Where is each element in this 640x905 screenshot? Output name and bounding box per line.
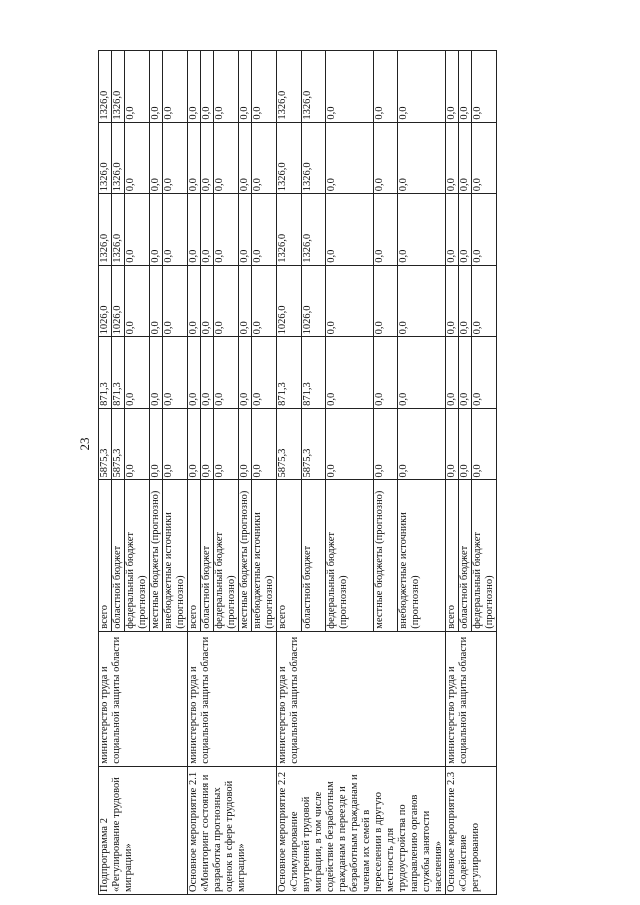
amount-cell: 0,0 (398, 122, 446, 194)
funding-source-cell: федеральный бюджет (прогнозно) (472, 480, 497, 631)
amount-cell: 5875,3 (301, 408, 326, 480)
amount-cell: 0,0 (459, 122, 472, 194)
amount-cell: 0,0 (446, 51, 459, 123)
amount-cell: 0,0 (373, 408, 398, 480)
amount-cell: 1026,0 (99, 265, 112, 337)
executor-cell: министерство труда и социальной защиты области (277, 631, 446, 766)
amount-cell: 0,0 (214, 122, 239, 194)
amount-cell: 0,0 (446, 194, 459, 266)
amount-cell: 0,0 (239, 194, 252, 266)
amount-cell: 0,0 (163, 265, 188, 337)
funding-source-cell: внебюджетные источники (прогнозно) (252, 480, 277, 631)
amount-cell: 0,0 (188, 194, 201, 266)
amount-cell: 5875,3 (99, 408, 112, 480)
amount-cell: 0,0 (446, 408, 459, 480)
measure-name-cell: Основное мероприятие 2.1 «Мониторинг состояния и разработка прогнозных оценок в сфере трудовой миграции» (188, 766, 277, 894)
page-number: 23 (77, 437, 92, 451)
amount-cell: 0,0 (326, 194, 373, 266)
amount-cell: 0,0 (446, 122, 459, 194)
amount-cell: 0,0 (214, 337, 239, 409)
amount-cell: 0,0 (472, 51, 497, 123)
amount-cell: 0,0 (188, 265, 201, 337)
amount-cell: 1326,0 (112, 51, 125, 123)
amount-cell: 0,0 (163, 408, 188, 480)
amount-cell: 0,0 (125, 337, 150, 409)
amount-cell: 1326,0 (99, 194, 112, 266)
amount-cell: 5875,3 (277, 408, 302, 480)
amount-cell: 0,0 (239, 51, 252, 123)
amount-cell: 0,0 (201, 122, 214, 194)
amount-cell: 1326,0 (301, 51, 326, 123)
amount-cell: 0,0 (252, 122, 277, 194)
funding-source-cell: федеральный бюджет (прогнозно) (125, 480, 150, 631)
amount-cell: 0,0 (150, 337, 163, 409)
amount-cell: 0,0 (398, 408, 446, 480)
amount-cell: 0,0 (373, 337, 398, 409)
amount-cell: 0,0 (398, 265, 446, 337)
amount-cell: 5875,3 (112, 408, 125, 480)
amount-cell: 0,0 (459, 194, 472, 266)
amount-cell: 0,0 (472, 194, 497, 266)
funding-source-cell: областной бюджет (301, 480, 326, 631)
amount-cell: 0,0 (201, 51, 214, 123)
amount-cell: 1326,0 (301, 194, 326, 266)
amount-cell: 1326,0 (99, 122, 112, 194)
amount-cell: 0,0 (201, 408, 214, 480)
amount-cell: 1326,0 (112, 122, 125, 194)
amount-cell: 871,3 (301, 337, 326, 409)
amount-cell: 0,0 (150, 122, 163, 194)
amount-cell: 0,0 (150, 51, 163, 123)
measure-name-cell: Подпрограмма 2 «Регулирование трудовой миграции» (99, 766, 188, 894)
amount-cell: 0,0 (214, 51, 239, 123)
amount-cell: 0,0 (398, 194, 446, 266)
funding-source-cell: федеральный бюджет (прогнозно) (326, 480, 373, 631)
measure-name-cell: Основное мероприятие 2.3 «Содействие регулированию (446, 766, 497, 894)
amount-cell: 0,0 (446, 337, 459, 409)
table-row (99, 51, 112, 895)
amount-cell: 0,0 (125, 265, 150, 337)
amount-cell: 0,0 (201, 194, 214, 266)
amount-cell: 0,0 (326, 265, 373, 337)
amount-cell: 1026,0 (277, 265, 302, 337)
amount-cell: 1326,0 (277, 122, 302, 194)
amount-cell: 1026,0 (112, 265, 125, 337)
funding-source-cell: внебюджетные источники (прогнозно) (163, 480, 188, 631)
amount-cell: 0,0 (459, 408, 472, 480)
amount-cell: 0,0 (459, 51, 472, 123)
funding-source-cell: всего (277, 480, 302, 631)
amount-cell: 1326,0 (277, 194, 302, 266)
amount-cell: 0,0 (125, 122, 150, 194)
funding-table (98, 50, 497, 895)
amount-cell: 0,0 (150, 408, 163, 480)
amount-cell: 0,0 (201, 337, 214, 409)
amount-cell: 0,0 (163, 194, 188, 266)
amount-cell: 0,0 (163, 122, 188, 194)
amount-cell: 0,0 (252, 408, 277, 480)
amount-cell: 1026,0 (301, 265, 326, 337)
amount-cell: 0,0 (125, 408, 150, 480)
amount-cell: 871,3 (99, 337, 112, 409)
amount-cell: 0,0 (472, 408, 497, 480)
amount-cell: 0,0 (150, 265, 163, 337)
funding-source-cell: всего (99, 480, 112, 631)
amount-cell: 0,0 (214, 265, 239, 337)
amount-cell: 0,0 (201, 265, 214, 337)
amount-cell: 0,0 (398, 51, 446, 123)
amount-cell: 0,0 (188, 337, 201, 409)
amount-cell: 0,0 (252, 265, 277, 337)
funding-source-cell: местные бюджеты (прогнозно) (373, 480, 398, 631)
funding-source-cell: всего (446, 480, 459, 631)
amount-cell: 1326,0 (99, 51, 112, 123)
funding-source-cell: местные бюджеты (прогнозно) (239, 480, 252, 631)
funding-source-cell: внебюджетные источники (прогнозно) (398, 480, 446, 631)
amount-cell: 0,0 (326, 122, 373, 194)
funding-source-cell: областной бюджет (201, 480, 214, 631)
rotated-page-content (98, 50, 558, 895)
amount-cell: 0,0 (125, 194, 150, 266)
amount-cell: 0,0 (188, 122, 201, 194)
table-row (446, 51, 459, 895)
amount-cell: 0,0 (252, 51, 277, 123)
amount-cell: 0,0 (472, 337, 497, 409)
funding-source-cell: всего (188, 480, 201, 631)
amount-cell: 0,0 (163, 51, 188, 123)
amount-cell: 0,0 (239, 122, 252, 194)
amount-cell: 0,0 (398, 337, 446, 409)
amount-cell: 1326,0 (277, 51, 302, 123)
amount-cell: 0,0 (326, 51, 373, 123)
amount-cell: 0,0 (373, 51, 398, 123)
amount-cell: 1326,0 (301, 122, 326, 194)
amount-cell: 0,0 (150, 194, 163, 266)
amount-cell: 0,0 (459, 337, 472, 409)
amount-cell: 0,0 (373, 194, 398, 266)
table-row (277, 51, 302, 895)
table-row (188, 51, 201, 895)
funding-source-cell: местные бюджеты (прогнозно) (150, 480, 163, 631)
amount-cell: 0,0 (188, 408, 201, 480)
amount-cell: 0,0 (459, 265, 472, 337)
measure-name-cell: Основное мероприятие 2.2 «Стимулирование внутренней трудовой миграции, в том числе содействие безработным гражданам в переезде и безработным гражданам и членам их семей в переселении в другую местность для трудоустройства по направлению органов службы занятости населения» (277, 766, 446, 894)
executor-cell: министерство труда и социальной защиты области (446, 631, 497, 766)
amount-cell: 0,0 (163, 337, 188, 409)
amount-cell: 871,3 (277, 337, 302, 409)
funding-source-cell: областной бюджет (459, 480, 472, 631)
amount-cell: 0,0 (239, 408, 252, 480)
amount-cell: 0,0 (252, 337, 277, 409)
amount-cell: 0,0 (326, 408, 373, 480)
amount-cell: 1326,0 (112, 194, 125, 266)
amount-cell: 0,0 (188, 51, 201, 123)
executor-cell: министерство труда и социальной защиты области (188, 631, 277, 766)
amount-cell: 0,0 (472, 122, 497, 194)
amount-cell: 0,0 (214, 408, 239, 480)
amount-cell: 0,0 (373, 122, 398, 194)
amount-cell: 0,0 (214, 194, 239, 266)
amount-cell: 0,0 (239, 265, 252, 337)
amount-cell: 0,0 (326, 337, 373, 409)
funding-source-cell: федеральный бюджет (прогнозно) (214, 480, 239, 631)
funding-table-body (99, 51, 497, 895)
amount-cell: 0,0 (446, 265, 459, 337)
amount-cell: 0,0 (252, 194, 277, 266)
amount-cell: 0,0 (472, 265, 497, 337)
funding-source-cell: областной бюджет (112, 480, 125, 631)
executor-cell: министерство труда и социальной защиты области (99, 631, 188, 766)
amount-cell: 871,3 (112, 337, 125, 409)
amount-cell: 0,0 (373, 265, 398, 337)
amount-cell: 0,0 (125, 51, 150, 123)
amount-cell: 0,0 (239, 337, 252, 409)
